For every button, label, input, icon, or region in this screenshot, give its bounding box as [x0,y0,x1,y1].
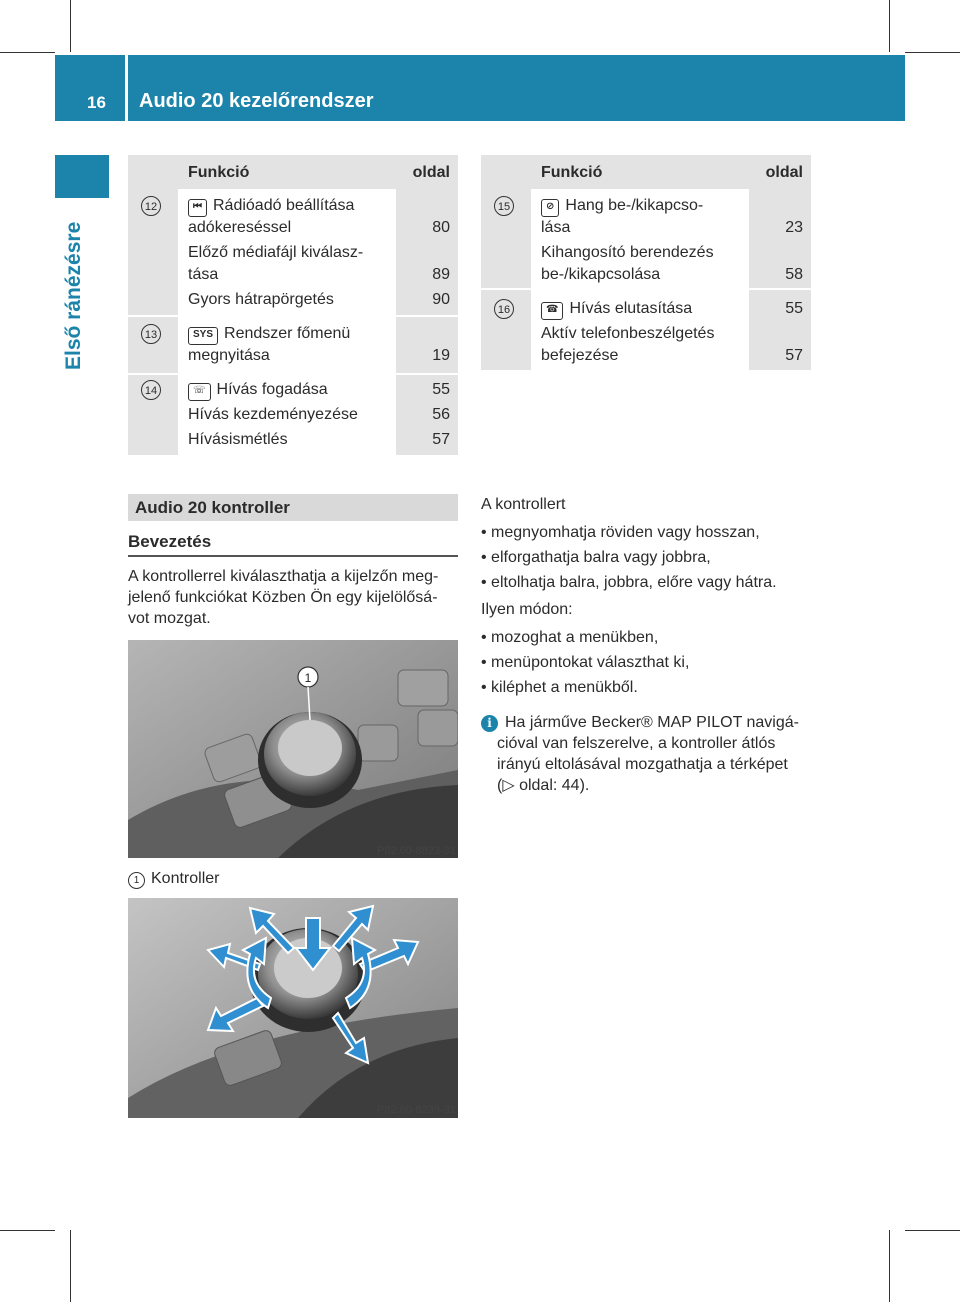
column-header-function: Funkció [188,164,250,181]
page-ref: 56 [432,406,450,423]
controller-movement-photo [128,898,458,1118]
chapter-title: Audio 20 kezelőrendszer [139,90,374,112]
table-cell-text: befejezése [541,347,619,364]
crop-mark [70,0,71,52]
table-cell-text: Hívás kezdeményezése [188,406,358,423]
intro-line: vot mozgat. [128,610,211,627]
info-icon: i [481,715,498,732]
table-cell-text: be-/kikapcsolása [541,266,661,283]
controller-illustration [128,640,458,858]
section-heading-bar [128,494,458,521]
page-ref: 55 [432,381,450,398]
row-divider [396,373,458,375]
intro-line: jelenő funkciókat Közben Ön egy kijelölősá- [128,589,438,606]
row-divider [749,288,811,290]
list-item: • mozoghat a menükben, [481,629,659,646]
info-line: cióval van felszerelve, a kontroller átlós [497,735,776,752]
page-ref: 57 [432,431,450,448]
mute-icon: ⊘ [541,199,559,217]
crop-mark [889,0,890,52]
crop-mark [905,1230,960,1231]
chapter-header [128,55,905,121]
info-line: (▷ oldal: 44). [497,777,590,794]
phone-reject-icon: ☎ [541,302,563,320]
lead-text: Ilyen módon: [481,601,573,618]
subheading: Bevezetés [128,532,212,551]
page-ref: 23 [785,219,803,236]
column-header-page: oldal [412,164,450,181]
page-number: 16 [87,93,106,112]
sys-menu-icon: SYS [188,327,218,345]
row-number-badge: 12 [141,196,161,216]
row-divider [128,315,178,317]
table-header [481,155,811,189]
intro-line: A kontrollerrel kiválaszthatja a kijelzőn meg- [128,568,439,585]
list-item: • menüpontokat választhat ki, [481,654,690,671]
figure-code: P82.60-8239-31 [377,1104,456,1116]
table-cell-text: lása [541,219,571,236]
crop-mark [0,52,55,53]
table-cell-text: Aktív telefonbeszélgetés [541,325,715,342]
row-number-badge: 15 [494,196,514,216]
page-ref: 19 [432,347,450,364]
list-item: • elforgathatja balra vagy jobbra, [481,549,711,566]
controller-arrows-illustration [128,898,458,1118]
column-header-function: Funkció [541,164,603,181]
side-tab-marker [55,155,109,198]
figure-callout: 1 [304,671,312,685]
skip-back-icon: ⏮ [188,199,207,217]
page-ref: 55 [785,300,803,317]
crop-mark [905,52,960,53]
page-ref: 90 [432,291,450,308]
table-cell-text: ☏ Hívás fogadása [188,381,328,401]
row-divider [481,288,531,290]
crop-mark [889,1230,890,1302]
table-cell-text: ⊘ Hang be-/kikapcso- [541,197,703,217]
section-title: Audio 20 kontroller [135,498,290,517]
list-item: • kiléphet a menükből. [481,679,638,696]
page-ref: 80 [432,219,450,236]
function-table-left [128,155,458,455]
table-cell-text: tása [188,266,219,283]
page-ref: 58 [785,266,803,283]
info-line: irányú eltolásával mozgathatja a térképet [497,756,788,773]
lead-text: A kontrollert [481,496,566,513]
crop-mark [0,1230,55,1231]
page-ref: 57 [785,347,803,364]
table-cell-text: megnyitása [188,347,270,364]
row-divider [128,373,178,375]
info-line: i Ha járműve Becker® MAP PILOT navigá- [481,712,811,733]
figure-caption: 1 Kontroller [128,868,219,889]
row-number-badge: 14 [141,380,161,400]
row-divider [396,315,458,317]
table-cell-text: Hívásismétlés [188,431,288,448]
table-cell-text: Gyors hátrapörgetés [188,291,334,308]
table-cell-text: adókereséssel [188,219,292,236]
page-number-box [55,55,125,121]
figure-code: P82.60-8823-31 [377,845,456,857]
table-cell-text: Kihangosító berendezés [541,244,714,261]
caption-number-badge: 1 [128,872,145,889]
table-cell-text: ⏮ Rádióadó beállítása [188,197,354,217]
table-cell-text: Előző médiafájl kiválasz- [188,244,364,261]
table-cell-text: ☎ Hívás elutasítása [541,300,692,320]
list-item: • megnyomhatja röviden vagy hosszan, [481,524,760,541]
row-number-badge: 13 [141,324,161,344]
crop-mark [70,1230,71,1302]
page-ref: 89 [432,266,450,283]
number-column [128,189,178,455]
column-header-page: oldal [765,164,803,181]
phone-accept-icon: ☏ [188,383,211,401]
table-header [128,155,458,189]
controller-photo [128,640,458,858]
row-number-badge: 16 [494,299,514,319]
table-cell-text: SYS Rendszer főmenü [188,325,350,345]
function-table-right [481,155,811,370]
list-item: • eltolhatja balra, jobbra, előre vagy hátra. [481,574,777,591]
subheading-rule [128,555,458,557]
info-note [481,712,811,796]
side-tab-label: Első ránézésre [62,221,85,370]
